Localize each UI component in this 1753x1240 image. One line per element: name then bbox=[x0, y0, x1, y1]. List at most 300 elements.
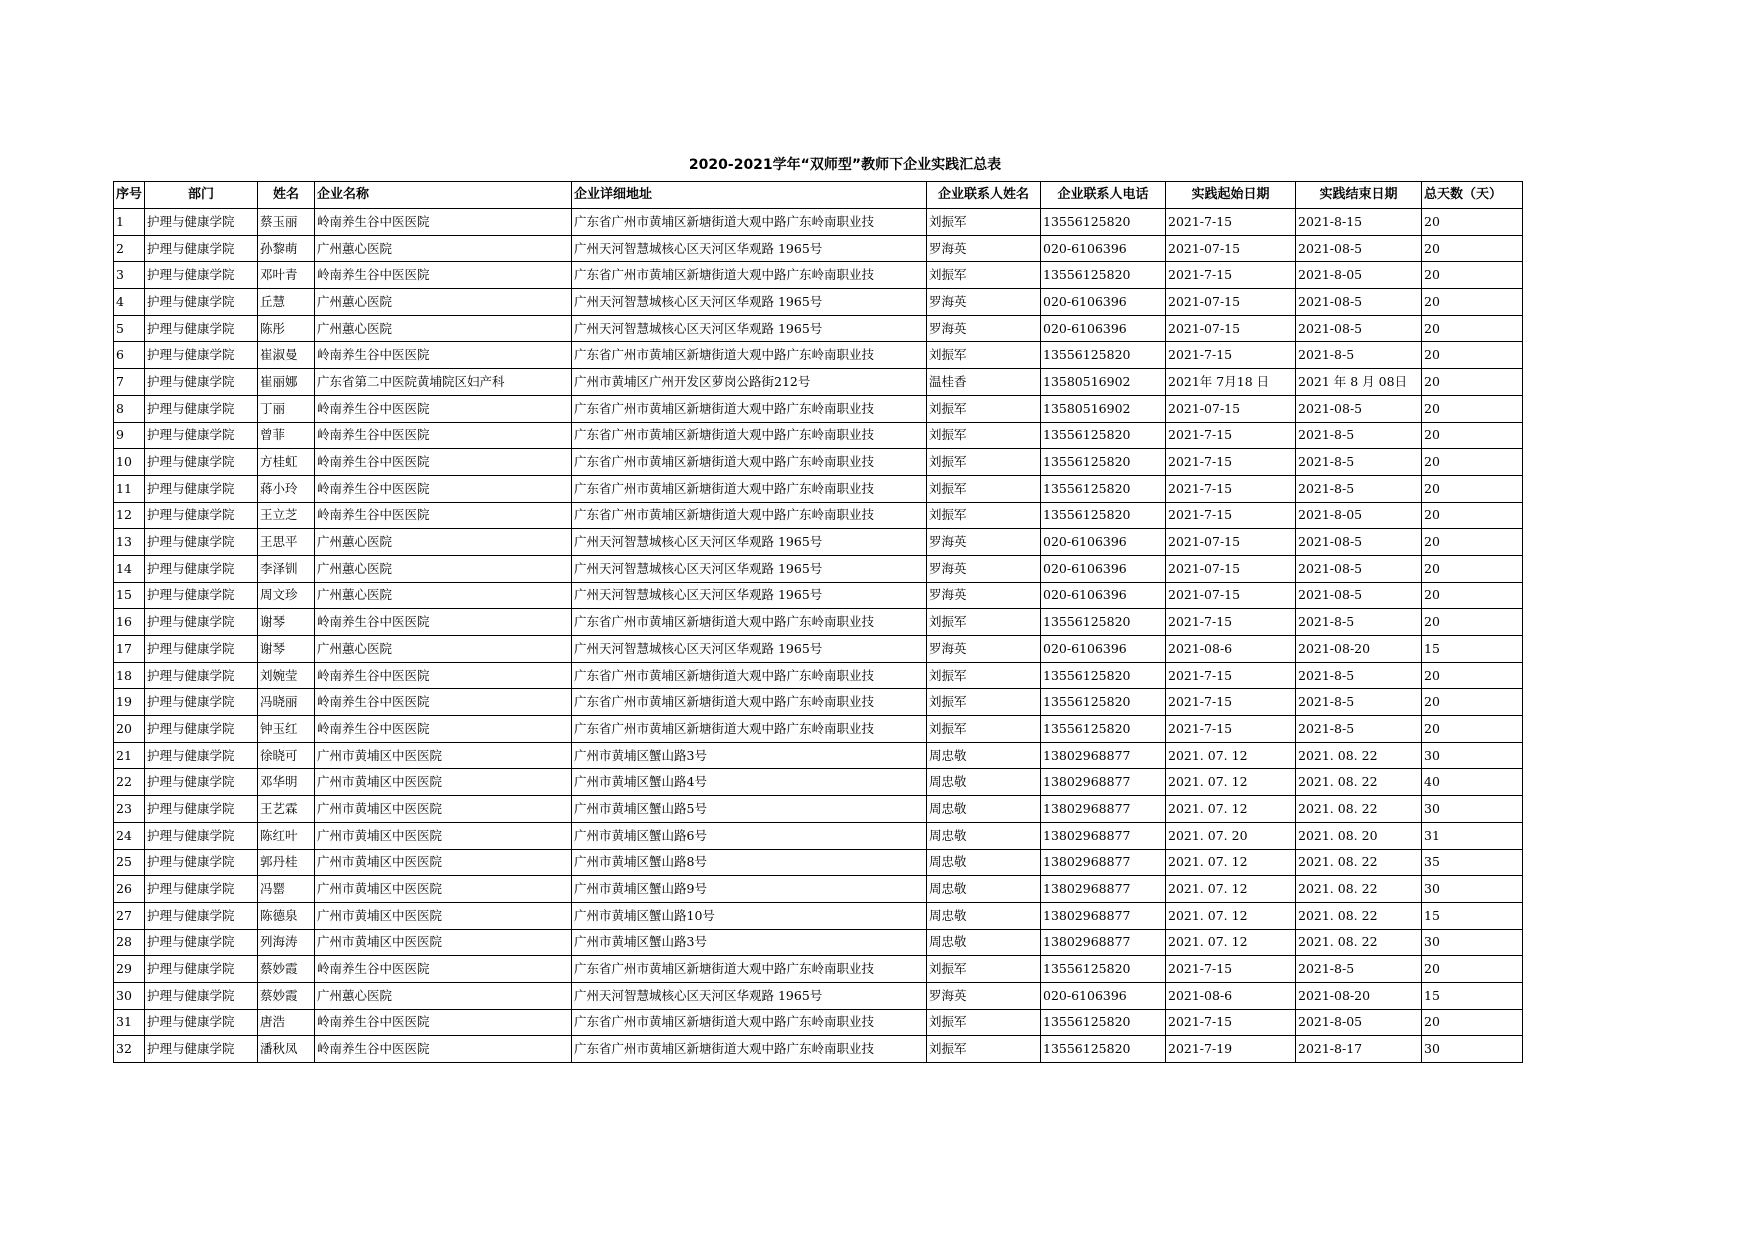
cell-start-date: 2021. 07. 12 bbox=[1166, 769, 1296, 796]
cell-company: 岭南养生谷中医医院 bbox=[315, 475, 572, 502]
header-seq: 序号 bbox=[114, 182, 145, 209]
cell-total-days: 20 bbox=[1422, 502, 1523, 529]
cell-seq: 20 bbox=[114, 716, 145, 743]
table-row bbox=[114, 636, 1523, 663]
cell-total-days: 20 bbox=[1422, 342, 1523, 369]
cell-start-date: 2021-07-15 bbox=[1166, 582, 1296, 609]
cell-name: 崔丽娜 bbox=[258, 369, 315, 396]
cell-department: 护理与健康学院 bbox=[145, 716, 258, 743]
cell-seq: 9 bbox=[114, 422, 145, 449]
cell-end-date: 2021-08-5 bbox=[1296, 555, 1422, 582]
cell-department: 护理与健康学院 bbox=[145, 956, 258, 983]
cell-start-date: 2021. 07. 12 bbox=[1166, 902, 1296, 929]
table-row bbox=[114, 769, 1523, 796]
cell-end-date: 2021-8-5 bbox=[1296, 609, 1422, 636]
cell-company: 广州市黄埔区中医医院 bbox=[315, 929, 572, 956]
cell-contact-phone: 13802968877 bbox=[1041, 822, 1166, 849]
cell-address: 广州市黄埔区蟹山路4号 bbox=[572, 769, 927, 796]
cell-company: 岭南养生谷中医医院 bbox=[315, 395, 572, 422]
cell-seq: 19 bbox=[114, 689, 145, 716]
cell-contact-phone: 13802968877 bbox=[1041, 929, 1166, 956]
cell-department: 护理与健康学院 bbox=[145, 395, 258, 422]
cell-address: 广东省广州市黄埔区新塘街道大观中路广东岭南职业技 bbox=[572, 662, 927, 689]
cell-end-date: 2021 年 8 月 08日 bbox=[1296, 369, 1422, 396]
cell-department: 护理与健康学院 bbox=[145, 689, 258, 716]
cell-contact-name: 刘振军 bbox=[927, 1036, 1041, 1063]
cell-contact-phone: 13802968877 bbox=[1041, 769, 1166, 796]
cell-company: 广州市黄埔区中医医院 bbox=[315, 822, 572, 849]
cell-total-days: 30 bbox=[1422, 742, 1523, 769]
cell-department: 护理与健康学院 bbox=[145, 796, 258, 823]
header-contact-name: 企业联系人姓名 bbox=[927, 182, 1041, 209]
cell-seq: 16 bbox=[114, 609, 145, 636]
cell-contact-name: 周忠敬 bbox=[927, 769, 1041, 796]
cell-department: 护理与健康学院 bbox=[145, 609, 258, 636]
cell-name: 钟玉红 bbox=[258, 716, 315, 743]
cell-department: 护理与健康学院 bbox=[145, 742, 258, 769]
cell-contact-phone: 020-6106396 bbox=[1041, 636, 1166, 663]
cell-contact-phone: 13556125820 bbox=[1041, 662, 1166, 689]
cell-total-days: 20 bbox=[1422, 235, 1523, 262]
cell-total-days: 20 bbox=[1422, 582, 1523, 609]
cell-end-date: 2021-8-05 bbox=[1296, 1009, 1422, 1036]
table-row bbox=[114, 716, 1523, 743]
table-row bbox=[114, 555, 1523, 582]
cell-company: 岭南养生谷中医医院 bbox=[315, 689, 572, 716]
cell-department: 护理与健康学院 bbox=[145, 662, 258, 689]
cell-end-date: 2021. 08. 22 bbox=[1296, 929, 1422, 956]
cell-company: 广州市黄埔区中医医院 bbox=[315, 849, 572, 876]
cell-seq: 29 bbox=[114, 956, 145, 983]
cell-contact-name: 周忠敬 bbox=[927, 929, 1041, 956]
cell-seq: 32 bbox=[114, 1036, 145, 1063]
cell-department: 护理与健康学院 bbox=[145, 822, 258, 849]
cell-seq: 26 bbox=[114, 876, 145, 903]
cell-address: 广东省广州市黄埔区新塘街道大观中路广东岭南职业技 bbox=[572, 716, 927, 743]
practice-summary-table bbox=[113, 181, 1523, 1063]
cell-address: 广东省广州市黄埔区新塘街道大观中路广东岭南职业技 bbox=[572, 956, 927, 983]
cell-start-date: 2021-7-15 bbox=[1166, 662, 1296, 689]
cell-address: 广东省广州市黄埔区新塘街道大观中路广东岭南职业技 bbox=[572, 395, 927, 422]
table-row bbox=[114, 742, 1523, 769]
cell-contact-name: 刘振军 bbox=[927, 609, 1041, 636]
cell-address: 广州天河智慧城核心区天河区华观路 1965号 bbox=[572, 289, 927, 316]
cell-seq: 14 bbox=[114, 555, 145, 582]
cell-contact-name: 罗海英 bbox=[927, 315, 1041, 342]
header-address: 企业详细地址 bbox=[572, 182, 927, 209]
cell-contact-phone: 13802968877 bbox=[1041, 902, 1166, 929]
cell-seq: 11 bbox=[114, 475, 145, 502]
cell-total-days: 20 bbox=[1422, 289, 1523, 316]
cell-department: 护理与健康学院 bbox=[145, 315, 258, 342]
cell-name: 唐浩 bbox=[258, 1009, 315, 1036]
cell-contact-phone: 13580516902 bbox=[1041, 369, 1166, 396]
cell-contact-name: 罗海英 bbox=[927, 289, 1041, 316]
cell-total-days: 15 bbox=[1422, 636, 1523, 663]
cell-name: 陈德泉 bbox=[258, 902, 315, 929]
cell-name: 孙黎萌 bbox=[258, 235, 315, 262]
cell-total-days: 20 bbox=[1422, 956, 1523, 983]
cell-seq: 25 bbox=[114, 849, 145, 876]
cell-department: 护理与健康学院 bbox=[145, 502, 258, 529]
cell-contact-name: 刘振军 bbox=[927, 662, 1041, 689]
cell-name: 蔡玉丽 bbox=[258, 209, 315, 236]
cell-address: 广州天河智慧城核心区天河区华观路 1965号 bbox=[572, 982, 927, 1009]
cell-end-date: 2021-08-20 bbox=[1296, 982, 1422, 1009]
cell-name: 徐晓可 bbox=[258, 742, 315, 769]
cell-name: 王思平 bbox=[258, 529, 315, 556]
cell-seq: 3 bbox=[114, 262, 145, 289]
cell-end-date: 2021. 08. 22 bbox=[1296, 876, 1422, 903]
cell-contact-name: 温桂香 bbox=[927, 369, 1041, 396]
cell-start-date: 2021-7-15 bbox=[1166, 422, 1296, 449]
cell-name: 曾菲 bbox=[258, 422, 315, 449]
cell-name: 周文珍 bbox=[258, 582, 315, 609]
cell-name: 崔淑曼 bbox=[258, 342, 315, 369]
cell-address: 广州市黄埔区广州开发区萝岗公路街212号 bbox=[572, 369, 927, 396]
header-start-date: 实践起始日期 bbox=[1166, 182, 1296, 209]
cell-department: 护理与健康学院 bbox=[145, 529, 258, 556]
cell-total-days: 20 bbox=[1422, 662, 1523, 689]
cell-company: 广州市黄埔区中医医院 bbox=[315, 742, 572, 769]
cell-company: 广州蕙心医院 bbox=[315, 636, 572, 663]
header-contact-phone: 企业联系人电话 bbox=[1041, 182, 1166, 209]
cell-department: 护理与健康学院 bbox=[145, 289, 258, 316]
cell-contact-name: 刘振军 bbox=[927, 716, 1041, 743]
cell-contact-name: 刘振军 bbox=[927, 689, 1041, 716]
cell-start-date: 2021-07-15 bbox=[1166, 235, 1296, 262]
cell-name: 谢琴 bbox=[258, 636, 315, 663]
cell-start-date: 2021-7-15 bbox=[1166, 209, 1296, 236]
table-row bbox=[114, 609, 1523, 636]
cell-address: 广州市黄埔区蟹山路3号 bbox=[572, 742, 927, 769]
cell-company: 岭南养生谷中医医院 bbox=[315, 662, 572, 689]
cell-department: 护理与健康学院 bbox=[145, 982, 258, 1009]
table-row bbox=[114, 582, 1523, 609]
cell-contact-phone: 13556125820 bbox=[1041, 956, 1166, 983]
sheet-title: 2020-2021学年“双师型”教师下企业实践汇总表 bbox=[688, 157, 1002, 173]
cell-seq: 30 bbox=[114, 982, 145, 1009]
cell-company: 岭南养生谷中医医院 bbox=[315, 1009, 572, 1036]
cell-name: 蔡妙霞 bbox=[258, 956, 315, 983]
table-row bbox=[114, 822, 1523, 849]
cell-contact-phone: 13802968877 bbox=[1041, 742, 1166, 769]
table-row bbox=[114, 209, 1523, 236]
cell-department: 护理与健康学院 bbox=[145, 235, 258, 262]
table-row bbox=[114, 902, 1523, 929]
cell-company: 岭南养生谷中医医院 bbox=[315, 716, 572, 743]
cell-department: 护理与健康学院 bbox=[145, 902, 258, 929]
header-total-days: 总天数（天） bbox=[1422, 182, 1523, 209]
cell-seq: 10 bbox=[114, 449, 145, 476]
cell-start-date: 2021-7-19 bbox=[1166, 1036, 1296, 1063]
cell-name: 陈红叶 bbox=[258, 822, 315, 849]
cell-department: 护理与健康学院 bbox=[145, 449, 258, 476]
cell-start-date: 2021-7-15 bbox=[1166, 475, 1296, 502]
cell-start-date: 2021. 07. 12 bbox=[1166, 796, 1296, 823]
cell-contact-name: 罗海英 bbox=[927, 529, 1041, 556]
cell-address: 广州市黄埔区蟹山路5号 bbox=[572, 796, 927, 823]
table-row bbox=[114, 422, 1523, 449]
cell-department: 护理与健康学院 bbox=[145, 769, 258, 796]
cell-company: 岭南养生谷中医医院 bbox=[315, 502, 572, 529]
cell-name: 蒋小玲 bbox=[258, 475, 315, 502]
cell-department: 护理与健康学院 bbox=[145, 209, 258, 236]
cell-start-date: 2021-7-15 bbox=[1166, 342, 1296, 369]
cell-address: 广州天河智慧城核心区天河区华观路 1965号 bbox=[572, 582, 927, 609]
cell-contact-phone: 020-6106396 bbox=[1041, 529, 1166, 556]
cell-contact-phone: 13556125820 bbox=[1041, 1036, 1166, 1063]
cell-seq: 6 bbox=[114, 342, 145, 369]
cell-department: 护理与健康学院 bbox=[145, 475, 258, 502]
cell-name: 潘秋凤 bbox=[258, 1036, 315, 1063]
cell-seq: 18 bbox=[114, 662, 145, 689]
cell-department: 护理与健康学院 bbox=[145, 1036, 258, 1063]
cell-start-date: 2021-07-15 bbox=[1166, 529, 1296, 556]
cell-end-date: 2021-8-5 bbox=[1296, 662, 1422, 689]
cell-company: 广东省第二中医院黄埔院区妇产科 bbox=[315, 369, 572, 396]
table-row bbox=[114, 796, 1523, 823]
cell-department: 护理与健康学院 bbox=[145, 342, 258, 369]
cell-contact-phone: 13556125820 bbox=[1041, 342, 1166, 369]
cell-company: 广州市黄埔区中医医院 bbox=[315, 902, 572, 929]
cell-start-date: 2021-08-6 bbox=[1166, 636, 1296, 663]
cell-address: 广东省广州市黄埔区新塘街道大观中路广东岭南职业技 bbox=[572, 502, 927, 529]
cell-department: 护理与健康学院 bbox=[145, 876, 258, 903]
cell-total-days: 20 bbox=[1422, 555, 1523, 582]
cell-company: 广州蕙心医院 bbox=[315, 289, 572, 316]
cell-contact-phone: 020-6106396 bbox=[1041, 289, 1166, 316]
cell-address: 广州天河智慧城核心区天河区华观路 1965号 bbox=[572, 636, 927, 663]
table-header-row bbox=[114, 182, 1523, 209]
table-row bbox=[114, 529, 1523, 556]
cell-start-date: 2021. 07. 12 bbox=[1166, 876, 1296, 903]
table-row bbox=[114, 475, 1523, 502]
cell-start-date: 2021-7-15 bbox=[1166, 449, 1296, 476]
cell-address: 广州市黄埔区蟹山路9号 bbox=[572, 876, 927, 903]
cell-end-date: 2021-8-05 bbox=[1296, 262, 1422, 289]
cell-company: 岭南养生谷中医医院 bbox=[315, 956, 572, 983]
cell-contact-name: 罗海英 bbox=[927, 982, 1041, 1009]
cell-total-days: 30 bbox=[1422, 929, 1523, 956]
cell-seq: 4 bbox=[114, 289, 145, 316]
cell-address: 广东省广州市黄埔区新塘街道大观中路广东岭南职业技 bbox=[572, 422, 927, 449]
table-row bbox=[114, 369, 1523, 396]
cell-start-date: 2021年 7月18 日 bbox=[1166, 369, 1296, 396]
table-row bbox=[114, 395, 1523, 422]
cell-contact-name: 刘振军 bbox=[927, 342, 1041, 369]
cell-address: 广东省广州市黄埔区新塘街道大观中路广东岭南职业技 bbox=[572, 689, 927, 716]
table-row bbox=[114, 289, 1523, 316]
cell-address: 广东省广州市黄埔区新塘街道大观中路广东岭南职业技 bbox=[572, 209, 927, 236]
cell-contact-phone: 020-6106396 bbox=[1041, 235, 1166, 262]
cell-end-date: 2021. 08. 22 bbox=[1296, 849, 1422, 876]
cell-company: 广州蕙心医院 bbox=[315, 582, 572, 609]
table-row bbox=[114, 262, 1523, 289]
table-row bbox=[114, 662, 1523, 689]
cell-seq: 21 bbox=[114, 742, 145, 769]
cell-start-date: 2021-7-15 bbox=[1166, 609, 1296, 636]
cell-seq: 15 bbox=[114, 582, 145, 609]
cell-total-days: 20 bbox=[1422, 449, 1523, 476]
cell-start-date: 2021-7-15 bbox=[1166, 1009, 1296, 1036]
cell-start-date: 2021-7-15 bbox=[1166, 716, 1296, 743]
cell-total-days: 20 bbox=[1422, 209, 1523, 236]
cell-end-date: 2021. 08. 22 bbox=[1296, 742, 1422, 769]
table-row bbox=[114, 449, 1523, 476]
cell-company: 广州市黄埔区中医医院 bbox=[315, 876, 572, 903]
cell-contact-name: 刘振军 bbox=[927, 395, 1041, 422]
cell-company: 广州蕙心医院 bbox=[315, 982, 572, 1009]
table-row bbox=[114, 315, 1523, 342]
cell-name: 方桂虹 bbox=[258, 449, 315, 476]
cell-name: 邓华明 bbox=[258, 769, 315, 796]
cell-company: 岭南养生谷中医医院 bbox=[315, 342, 572, 369]
cell-start-date: 2021. 07. 12 bbox=[1166, 849, 1296, 876]
cell-contact-phone: 13556125820 bbox=[1041, 422, 1166, 449]
cell-address: 广州市黄埔区蟹山路10号 bbox=[572, 902, 927, 929]
cell-end-date: 2021-8-5 bbox=[1296, 689, 1422, 716]
table-row bbox=[114, 929, 1523, 956]
cell-contact-phone: 020-6106396 bbox=[1041, 315, 1166, 342]
cell-company: 广州蕙心医院 bbox=[315, 555, 572, 582]
cell-company: 广州市黄埔区中医医院 bbox=[315, 796, 572, 823]
cell-total-days: 30 bbox=[1422, 796, 1523, 823]
cell-total-days: 31 bbox=[1422, 822, 1523, 849]
cell-address: 广东省广州市黄埔区新塘街道大观中路广东岭南职业技 bbox=[572, 449, 927, 476]
table-row bbox=[114, 982, 1523, 1009]
cell-contact-name: 刘振军 bbox=[927, 422, 1041, 449]
cell-department: 护理与健康学院 bbox=[145, 555, 258, 582]
cell-total-days: 20 bbox=[1422, 369, 1523, 396]
cell-contact-name: 刘振军 bbox=[927, 502, 1041, 529]
cell-end-date: 2021. 08. 22 bbox=[1296, 769, 1422, 796]
header-department: 部门 bbox=[145, 182, 258, 209]
cell-address: 广东省广州市黄埔区新塘街道大观中路广东岭南职业技 bbox=[572, 262, 927, 289]
cell-contact-name: 刘振军 bbox=[927, 475, 1041, 502]
cell-name: 列海涛 bbox=[258, 929, 315, 956]
cell-start-date: 2021-08-6 bbox=[1166, 982, 1296, 1009]
cell-contact-phone: 13556125820 bbox=[1041, 475, 1166, 502]
cell-company: 岭南养生谷中医医院 bbox=[315, 1036, 572, 1063]
cell-company: 岭南养生谷中医医院 bbox=[315, 449, 572, 476]
cell-company: 岭南养生谷中医医院 bbox=[315, 262, 572, 289]
cell-end-date: 2021-08-5 bbox=[1296, 582, 1422, 609]
cell-total-days: 20 bbox=[1422, 315, 1523, 342]
cell-seq: 12 bbox=[114, 502, 145, 529]
cell-name: 王艺霖 bbox=[258, 796, 315, 823]
cell-address: 广东省广州市黄埔区新塘街道大观中路广东岭南职业技 bbox=[572, 1009, 927, 1036]
cell-name: 邓叶青 bbox=[258, 262, 315, 289]
cell-total-days: 20 bbox=[1422, 529, 1523, 556]
cell-company: 广州蕙心医院 bbox=[315, 529, 572, 556]
cell-contact-phone: 13556125820 bbox=[1041, 716, 1166, 743]
cell-name: 刘婉莹 bbox=[258, 662, 315, 689]
cell-address: 广东省广州市黄埔区新塘街道大观中路广东岭南职业技 bbox=[572, 609, 927, 636]
table-body bbox=[114, 209, 1523, 1063]
cell-end-date: 2021-08-5 bbox=[1296, 315, 1422, 342]
cell-start-date: 2021. 07. 12 bbox=[1166, 742, 1296, 769]
cell-contact-name: 刘振军 bbox=[927, 449, 1041, 476]
cell-contact-phone: 13556125820 bbox=[1041, 262, 1166, 289]
cell-company: 岭南养生谷中医医院 bbox=[315, 422, 572, 449]
cell-name: 陈彤 bbox=[258, 315, 315, 342]
cell-contact-name: 周忠敬 bbox=[927, 902, 1041, 929]
cell-contact-phone: 13802968877 bbox=[1041, 796, 1166, 823]
cell-contact-phone: 020-6106396 bbox=[1041, 555, 1166, 582]
cell-total-days: 20 bbox=[1422, 716, 1523, 743]
cell-end-date: 2021-08-5 bbox=[1296, 529, 1422, 556]
cell-company: 广州蕙心医院 bbox=[315, 315, 572, 342]
cell-end-date: 2021-8-05 bbox=[1296, 502, 1422, 529]
header-name: 姓名 bbox=[258, 182, 315, 209]
cell-department: 护理与健康学院 bbox=[145, 582, 258, 609]
cell-seq: 1 bbox=[114, 209, 145, 236]
cell-address: 广东省广州市黄埔区新塘街道大观中路广东岭南职业技 bbox=[572, 1036, 927, 1063]
cell-end-date: 2021-08-5 bbox=[1296, 235, 1422, 262]
cell-contact-name: 刘振军 bbox=[927, 1009, 1041, 1036]
cell-seq: 28 bbox=[114, 929, 145, 956]
cell-seq: 7 bbox=[114, 369, 145, 396]
cell-end-date: 2021-8-5 bbox=[1296, 716, 1422, 743]
cell-address: 广州市黄埔区蟹山路3号 bbox=[572, 929, 927, 956]
cell-contact-name: 罗海英 bbox=[927, 555, 1041, 582]
cell-end-date: 2021-8-5 bbox=[1296, 342, 1422, 369]
cell-address: 广东省广州市黄埔区新塘街道大观中路广东岭南职业技 bbox=[572, 475, 927, 502]
cell-name: 丁丽 bbox=[258, 395, 315, 422]
cell-contact-name: 刘振军 bbox=[927, 262, 1041, 289]
table-row bbox=[114, 235, 1523, 262]
cell-contact-phone: 13556125820 bbox=[1041, 449, 1166, 476]
cell-contact-name: 刘振军 bbox=[927, 209, 1041, 236]
cell-start-date: 2021-07-15 bbox=[1166, 289, 1296, 316]
cell-start-date: 2021-07-15 bbox=[1166, 315, 1296, 342]
cell-address: 广州天河智慧城核心区天河区华观路 1965号 bbox=[572, 315, 927, 342]
cell-end-date: 2021-8-5 bbox=[1296, 422, 1422, 449]
cell-seq: 31 bbox=[114, 1009, 145, 1036]
cell-name: 郭丹桂 bbox=[258, 849, 315, 876]
cell-address: 广州天河智慧城核心区天河区华观路 1965号 bbox=[572, 529, 927, 556]
cell-seq: 22 bbox=[114, 769, 145, 796]
cell-seq: 27 bbox=[114, 902, 145, 929]
cell-name: 冯罂 bbox=[258, 876, 315, 903]
cell-total-days: 15 bbox=[1422, 982, 1523, 1009]
cell-end-date: 2021-8-5 bbox=[1296, 449, 1422, 476]
cell-contact-phone: 13802968877 bbox=[1041, 876, 1166, 903]
cell-contact-phone: 13556125820 bbox=[1041, 689, 1166, 716]
cell-contact-phone: 13580516902 bbox=[1041, 395, 1166, 422]
cell-contact-name: 周忠敬 bbox=[927, 742, 1041, 769]
cell-contact-phone: 13802968877 bbox=[1041, 849, 1166, 876]
cell-end-date: 2021-08-20 bbox=[1296, 636, 1422, 663]
cell-seq: 23 bbox=[114, 796, 145, 823]
cell-contact-phone: 13556125820 bbox=[1041, 609, 1166, 636]
cell-seq: 2 bbox=[114, 235, 145, 262]
cell-contact-name: 周忠敬 bbox=[927, 796, 1041, 823]
table-row bbox=[114, 849, 1523, 876]
cell-name: 谢琴 bbox=[258, 609, 315, 636]
table-row bbox=[114, 342, 1523, 369]
cell-contact-phone: 020-6106396 bbox=[1041, 582, 1166, 609]
cell-total-days: 20 bbox=[1422, 262, 1523, 289]
cell-seq: 8 bbox=[114, 395, 145, 422]
cell-contact-name: 罗海英 bbox=[927, 636, 1041, 663]
cell-start-date: 2021-7-15 bbox=[1166, 689, 1296, 716]
cell-seq: 17 bbox=[114, 636, 145, 663]
cell-name: 王立芝 bbox=[258, 502, 315, 529]
table-row bbox=[114, 502, 1523, 529]
cell-start-date: 2021-7-15 bbox=[1166, 956, 1296, 983]
